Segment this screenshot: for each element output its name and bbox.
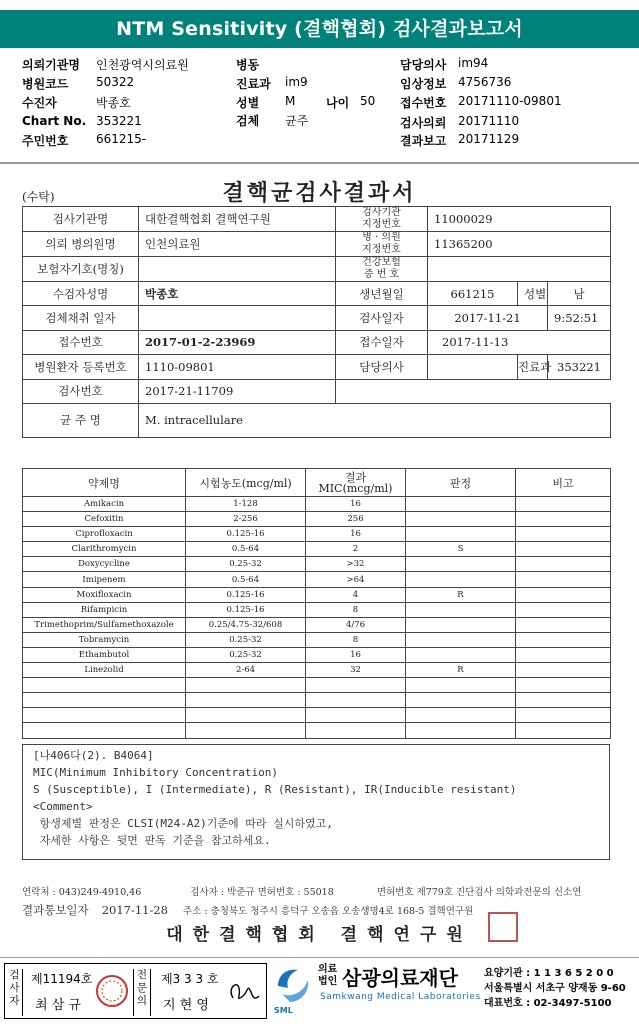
spec-name: 지 현 영 (163, 998, 209, 1013)
table-row (23, 572, 611, 587)
note-line: [나406다(2). B4064] (33, 749, 154, 762)
institution-value: 인천광역시의료원 (96, 58, 189, 72)
report-value: 20171129 (458, 132, 520, 146)
col-header: 비고 (516, 469, 611, 497)
doctor-label: 담당의사 (400, 58, 447, 72)
info-value: 9:52:51 (548, 306, 611, 330)
hospital-code-label: 병원코드 (22, 77, 69, 91)
sml-logo-icon (272, 964, 314, 1006)
info-label: 검체채취 일자 (23, 306, 139, 330)
spec-no: 제3 3 3 호 (161, 972, 219, 986)
sex-value: M (285, 94, 296, 108)
drug-note-cell (516, 663, 611, 678)
drug-name-cell: Cefoxitin (23, 512, 186, 527)
info-value (139, 306, 336, 330)
spec-vertical-label: 전문의 (133, 969, 151, 1016)
report-date-label: 결과통보일자 (22, 903, 89, 917)
drug-range-cell: 0.25-32 (186, 647, 306, 662)
request-value: 20171110 (458, 114, 520, 128)
rrn-value: 661215- (96, 132, 147, 146)
info-value: 2017-21-11709 (139, 379, 336, 403)
drug-interp-cell (406, 632, 516, 647)
contact-line (22, 884, 581, 898)
report-date-line (22, 902, 473, 918)
address: 주소 : 충청북도 청주시 흥덕구 오송읍 오송생명4로 168-5 결핵연구원 (183, 906, 474, 917)
dept-label: 진료과 (236, 77, 271, 91)
drug-interp-cell (406, 602, 516, 617)
drug-range-cell: 0.125-16 (186, 527, 306, 542)
foundation-name: 삼광의료재단 (342, 966, 458, 990)
drug-interp-cell: S (406, 542, 516, 557)
col-header: 판정 (406, 469, 516, 497)
info-label: 병 · 의원 지정번호 (336, 232, 428, 257)
drug-interp-cell (406, 527, 516, 542)
clinical-label: 임상정보 (400, 77, 447, 91)
drug-interp-cell (406, 723, 516, 738)
age-label: 나이 (326, 96, 350, 110)
drug-name-cell: Imipenem (23, 572, 186, 587)
drug-mic-cell: 8 (306, 602, 406, 617)
hospital-code-value: 50322 (96, 75, 135, 89)
info-label: 균 주 명 (23, 403, 139, 437)
drug-mic-cell (306, 708, 406, 723)
drug-range-cell: 2-256 (186, 512, 306, 527)
request-label: 검사의뢰 (400, 116, 447, 130)
note-line: <Comment> (33, 800, 93, 813)
info-value: 11365200 (428, 232, 611, 257)
note-line: 항생제별 판정은 CLSI(M24-A2)기준에 따라 실시하였고, (33, 817, 333, 830)
drug-range-cell: 0.25/4.75-32/608 (186, 617, 306, 632)
drug-mic-cell: 4 (306, 587, 406, 602)
drug-name-cell: Ciprofloxacin (23, 527, 186, 542)
drug-range-cell: 2-64 (186, 663, 306, 678)
contact: 연락처 : 043)249-4910,46 (22, 887, 142, 898)
table-row (23, 678, 611, 693)
signature-icon (223, 976, 263, 1008)
chart-label: Chart No. (22, 114, 87, 128)
drug-interp-cell (406, 708, 516, 723)
drug-name-cell (23, 693, 186, 708)
drug-name-cell: Clarithromycin (23, 542, 186, 557)
drug-mic-cell: >64 (306, 572, 406, 587)
drug-interp-cell: R (406, 587, 516, 602)
drug-note-cell (516, 602, 611, 617)
table-row (23, 647, 611, 662)
age-value: 50 (360, 94, 376, 108)
report-title: 결핵균검사결과서 (222, 180, 417, 206)
tester: 검사자 : 박준규 면허번호 : 55018 (190, 887, 334, 898)
chart-value: 353221 (96, 114, 142, 128)
info-value: 남 (548, 282, 611, 306)
col-header: 시험농도(mcg/ml) (186, 469, 306, 497)
drug-mic-cell: 16 (306, 527, 406, 542)
drug-interp-cell (406, 693, 516, 708)
drug-name-cell: Rifampicin (23, 602, 186, 617)
info-value (428, 355, 518, 379)
info-label: 보험자기호(명칭) (23, 257, 139, 282)
info-label: 생년월일 (336, 282, 428, 306)
info-label: 담당의사 (336, 355, 428, 379)
drug-mic-cell (306, 678, 406, 693)
col-header: 약제명 (23, 469, 186, 497)
drug-range-cell (186, 678, 306, 693)
clinical-value: 4756736 (458, 75, 512, 89)
receipt-value: 20171110-09801 (458, 94, 562, 108)
drug-interp-cell (406, 572, 516, 587)
foundation-en: Samkwang Medical Laboratories (320, 992, 481, 1002)
drug-name-cell: Amikacin (23, 497, 186, 512)
drug-interp-cell (406, 678, 516, 693)
table-row (23, 257, 611, 282)
info-label: 검사기관 지정번호 (336, 207, 428, 232)
drug-range-cell: 0.125-16 (186, 602, 306, 617)
drug-range-cell: 1-128 (186, 497, 306, 512)
info-value: 2017-11-13 (428, 330, 611, 354)
table-row (23, 632, 611, 647)
drug-note-cell (516, 632, 611, 647)
info-label: 병원환자 등록번호 (23, 355, 139, 379)
info-label: 수검자성명 (23, 282, 139, 306)
foundation-label: 의료 법인 (318, 964, 338, 987)
table-row (23, 602, 611, 617)
info-table (22, 206, 611, 438)
drug-range-cell: 0.25-32 (186, 632, 306, 647)
info-value (428, 257, 611, 282)
drug-name-cell (23, 723, 186, 738)
page-title: NTM Sensitivity (결핵협회) 검사결과보고서 (0, 10, 639, 48)
drug-range-cell: 0.5-64 (186, 542, 306, 557)
drug-name-cell (23, 678, 186, 693)
footer (0, 960, 639, 1027)
drug-name-cell: Tobramycin (23, 632, 186, 647)
drug-range-cell: 0.25-32 (186, 557, 306, 572)
note-line: 자세한 사항은 뒷면 판독 기준을 참고하세요. (33, 834, 271, 847)
receipt-mark: (수탁) (22, 190, 55, 204)
table-row (23, 207, 611, 232)
rrn-label: 주민번호 (22, 134, 69, 148)
drug-note-cell (516, 572, 611, 587)
report-label: 결과보고 (400, 134, 447, 148)
institution-label: 의뢰기관명 (22, 58, 80, 72)
table-row (23, 542, 611, 557)
sml-text: SML (274, 1006, 293, 1015)
dept-value: im9 (285, 75, 308, 89)
info-value: 2017-01-2-23969 (139, 330, 336, 354)
table-row (23, 693, 611, 708)
table-row (23, 512, 611, 527)
table-row (23, 557, 611, 572)
specimen-label: 검체 (236, 114, 260, 128)
drug-mic-cell (306, 723, 406, 738)
table-row (23, 282, 611, 306)
sex-label: 성별 (236, 96, 260, 110)
drug-interp-cell (406, 557, 516, 572)
patient-value: 박종호 (96, 96, 131, 110)
info-label: 접수번호 (23, 330, 139, 354)
drug-note-cell (516, 678, 611, 693)
info-value: M. intracellulare (139, 403, 611, 437)
table-row (23, 232, 611, 257)
note-line: S (Susceptible), I (Intermediate), R (Resistant), IR(Inducible resistant) (33, 783, 517, 796)
drug-note-cell (516, 497, 611, 512)
drug-mic-cell: >32 (306, 557, 406, 572)
table-row (23, 617, 611, 632)
drug-name-cell: Ethambutol (23, 647, 186, 662)
org-name: 대한결핵협회 결핵연구원 (166, 925, 473, 945)
drug-range-cell: 0.5-64 (186, 572, 306, 587)
report-date: 2017-11-28 (101, 903, 168, 917)
drug-mic-cell: 2 (306, 542, 406, 557)
note-line: MIC(Minimum Inhibitory Concentration) (33, 766, 279, 779)
drug-range-cell (186, 693, 306, 708)
info-label: 검사일자 (336, 306, 428, 330)
drug-interp-cell (406, 617, 516, 632)
info-value: 1110-09801 (139, 355, 336, 379)
drug-interp-cell (406, 512, 516, 527)
header-divider (0, 162, 639, 164)
table-row (23, 527, 611, 542)
info-label: 의뢰 병의원명 (23, 232, 139, 257)
info-value: 인천의료원 (139, 232, 336, 257)
tester-name: 최 삼 규 (35, 998, 81, 1013)
info-value: 박종호 (139, 282, 336, 306)
tester-seal-icon (95, 974, 129, 1008)
info-label: 검사기관명 (23, 207, 139, 232)
patient-label: 수진자 (22, 96, 57, 110)
info-value: 11000029 (428, 207, 611, 232)
drug-mic-cell: 256 (306, 512, 406, 527)
drug-name-cell: Trimethoprim/Sulfamethoxazole (23, 617, 186, 632)
info-label: 성별 (518, 282, 548, 306)
info-value: 대한결핵협회 결핵연구원 (139, 207, 336, 232)
info-label: 접수일자 (336, 330, 428, 354)
drug-mic-cell: 16 (306, 647, 406, 662)
blank-cell (336, 379, 611, 403)
table-header-row (23, 469, 611, 497)
drug-note-cell (516, 542, 611, 557)
drug-name-cell: Moxifloxacin (23, 587, 186, 602)
drug-note-cell (516, 557, 611, 572)
table-row (23, 497, 611, 512)
drug-name-cell: Linezolid (23, 663, 186, 678)
drug-name-cell (23, 708, 186, 723)
info-label: 건강보험 증 번 호 (336, 257, 428, 282)
scanned-report (0, 172, 639, 945)
drug-interp-cell: R (406, 663, 516, 678)
drug-range-cell (186, 708, 306, 723)
info-label: 검사번호 (23, 379, 139, 403)
table-row (23, 355, 611, 379)
table-row (23, 330, 611, 354)
drug-note-cell (516, 723, 611, 738)
table-row (23, 723, 611, 738)
table-row (23, 708, 611, 723)
drug-table (22, 468, 611, 739)
table-row (23, 306, 611, 330)
info-value: 353221 (548, 355, 611, 379)
seal-stamp (488, 912, 518, 942)
col-header: 결과 MIC(mcg/ml) (306, 469, 406, 497)
footer-divider (0, 957, 639, 958)
tester-no: 제11194호 (31, 972, 93, 986)
info-value: 661215 (428, 282, 518, 306)
signature-box (4, 963, 267, 1019)
care-no: 요양기관 : 1 1 3 6 5 2 0 0 (484, 968, 614, 979)
table-row (23, 403, 611, 437)
drug-note-cell (516, 617, 611, 632)
tester-vertical-label: 검사자 (7, 969, 23, 1016)
info-label: 진료과 (518, 355, 548, 379)
drug-note-cell (516, 587, 611, 602)
drug-mic-cell: 4/76 (306, 617, 406, 632)
drug-range-cell (186, 723, 306, 738)
drug-interp-cell (406, 497, 516, 512)
receipt-label: 접수번호 (400, 96, 447, 110)
doctor-value: im94 (458, 56, 489, 70)
drug-mic-cell: 8 (306, 632, 406, 647)
drug-note-cell (516, 693, 611, 708)
drug-mic-cell: 16 (306, 497, 406, 512)
drug-note-cell (516, 527, 611, 542)
drug-name-cell: Doxycycline (23, 557, 186, 572)
table-row (23, 587, 611, 602)
drug-note-cell (516, 512, 611, 527)
foundation-address: 서울특별시 서초구 양재동 9-60 (484, 983, 626, 994)
report-header (0, 56, 639, 152)
foundation-phone: 대표번호 : 02-3497-5100 (484, 998, 612, 1009)
info-value (139, 257, 336, 282)
notes-box (22, 744, 610, 860)
drug-mic-cell: 32 (306, 663, 406, 678)
drug-note-cell (516, 647, 611, 662)
table-row (23, 663, 611, 678)
ward-label: 병동 (236, 58, 260, 72)
drug-note-cell (516, 708, 611, 723)
drug-mic-cell (306, 693, 406, 708)
drug-range-cell: 0.125-16 (186, 587, 306, 602)
specimen-value: 균주 (285, 114, 309, 128)
drug-interp-cell (406, 647, 516, 662)
license: 면허번호 제779호 진단검사 의학과전문의 신소연 (376, 887, 582, 898)
table-row (23, 379, 611, 403)
info-value: 2017-11-21 (428, 306, 548, 330)
